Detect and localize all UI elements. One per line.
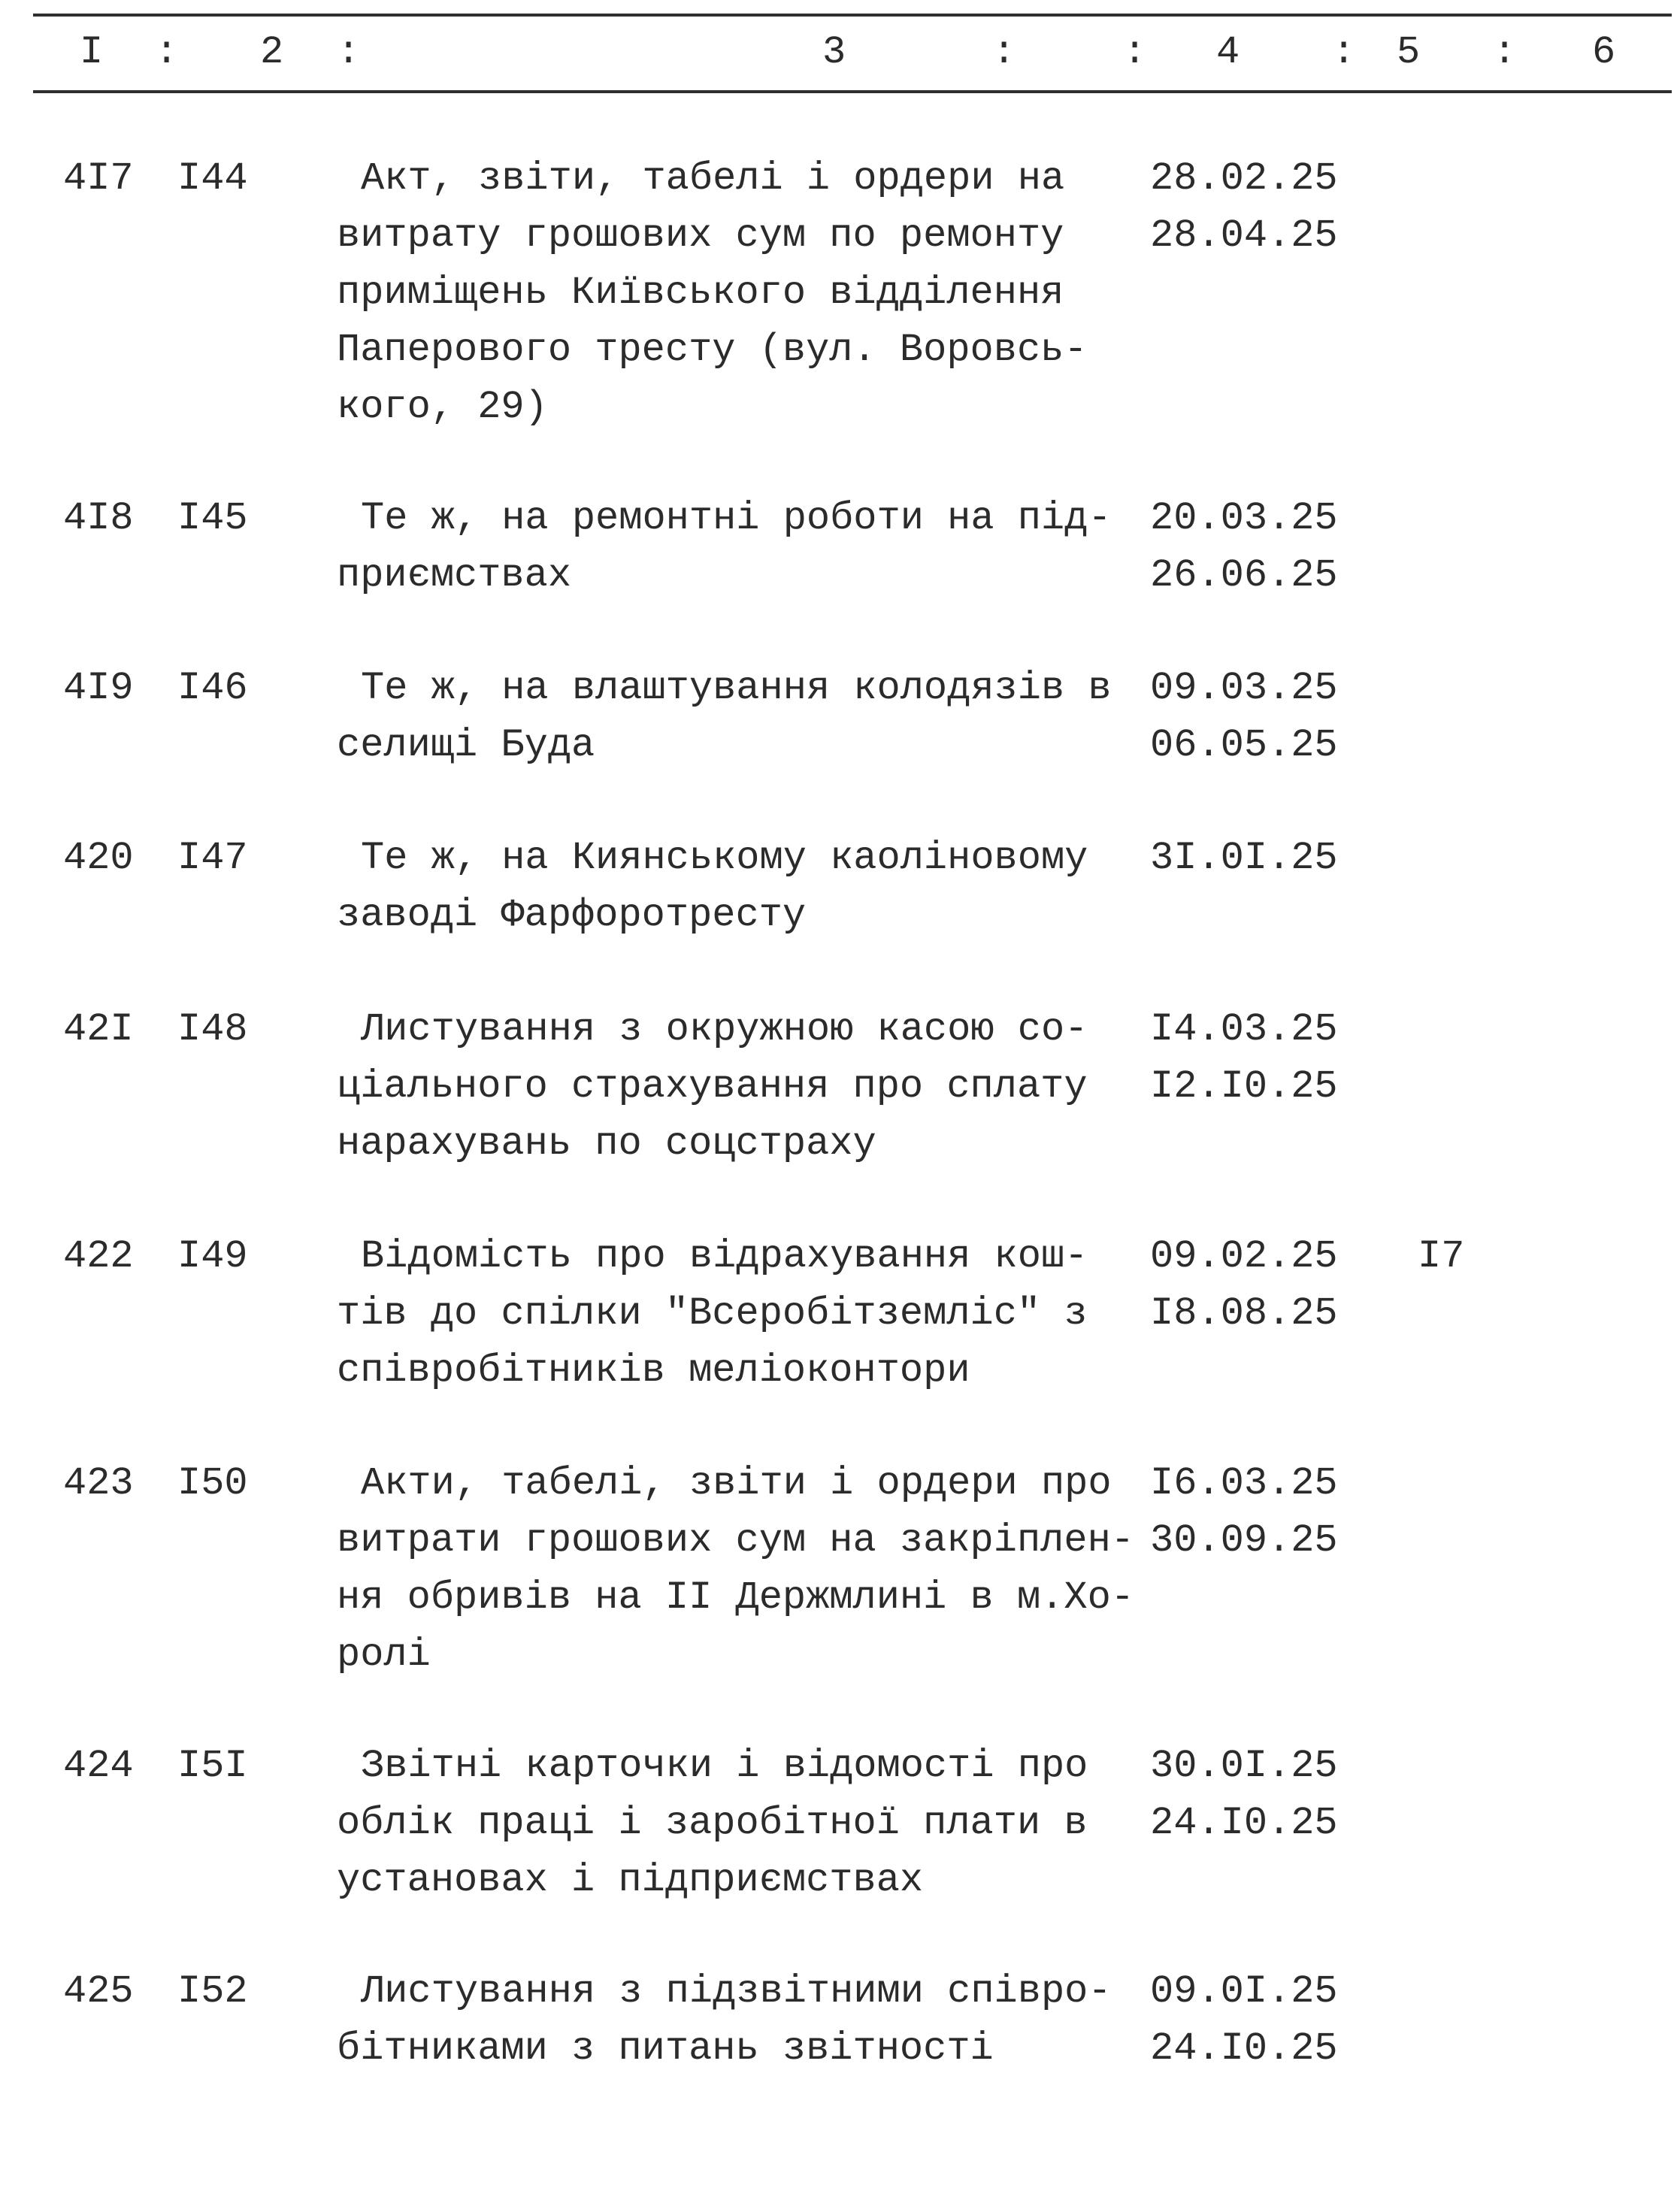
file-title [337, 830, 1088, 944]
title-line: Листування з підзвітними співро- [361, 1969, 1112, 2014]
header-top-rule [33, 14, 1672, 17]
title-line: приміщень Київського відділення [337, 271, 1064, 315]
header-sep: : [1123, 30, 1147, 74]
start-date: 09.02.25 [1150, 1234, 1338, 1279]
start-date: 09.03.25 [1150, 666, 1338, 710]
date-range [1150, 490, 1338, 604]
end-date: 30.09.25 [1150, 1518, 1338, 1563]
date-range [1150, 150, 1338, 265]
title-line: ня обривів на II Держмлині в м.Хо- [337, 1575, 1134, 1620]
title-line: заводі Фарфоротресту [337, 893, 807, 937]
record-number: 423 [63, 1461, 134, 1506]
file-title [337, 1228, 1088, 1400]
file-number: I49 [177, 1234, 248, 1279]
title-line: Акт, звіти, табелі і ордери на [361, 156, 1065, 201]
title-line: витрату грошових сум по ремонту [337, 213, 1064, 258]
file-number: I48 [177, 1007, 248, 1052]
date-range [1150, 830, 1338, 887]
record-number: 42I [63, 1007, 134, 1052]
record-number: 4I9 [63, 666, 134, 710]
start-date: 30.0I.25 [1150, 1744, 1338, 1788]
title-line: співробітників меліоконтори [337, 1348, 970, 1393]
start-date: 09.0I.25 [1150, 1969, 1338, 2014]
start-date: I6.03.25 [1150, 1461, 1338, 1506]
header-col-2: 2 [260, 30, 284, 74]
record-number: 4I7 [63, 156, 134, 201]
file-title [337, 1455, 1134, 1684]
title-line: селищі Буда [337, 723, 595, 767]
end-date: 24.I0.25 [1150, 2026, 1338, 2071]
file-title [337, 150, 1088, 436]
end-date: I2.I0.25 [1150, 1064, 1338, 1109]
header-sep: : [337, 30, 361, 74]
header-sep: : [1493, 30, 1517, 74]
header-sep: : [1332, 30, 1356, 74]
title-line: установах і підприємствах [337, 1858, 924, 1902]
title-line: Відомість про відрахування кош- [361, 1234, 1088, 1279]
title-line: бітниками з питань звітності [337, 2026, 994, 2071]
title-line: кого, 29) [337, 385, 548, 429]
header-col-3: 3 [822, 30, 846, 74]
header-col-6: 6 [1592, 30, 1616, 74]
record-number: 422 [63, 1234, 134, 1279]
title-line: ролі [337, 1633, 431, 1677]
file-title [337, 660, 1112, 774]
file-number: I44 [177, 156, 248, 201]
header-col-4: 4 [1216, 30, 1240, 74]
start-date: 28.02.25 [1150, 156, 1338, 201]
title-line: Паперового тресту (вул. Воровсь- [337, 328, 1088, 372]
date-range [1150, 1001, 1338, 1115]
end-date: 28.04.25 [1150, 213, 1338, 258]
title-line: приємствах [337, 553, 572, 598]
file-number: I5I [177, 1744, 248, 1788]
title-line: Те ж, на ремонтні роботи на під- [361, 496, 1112, 540]
file-title [337, 490, 1112, 604]
title-line: ціального страхування про сплату [337, 1064, 1088, 1109]
date-range [1150, 1455, 1338, 1569]
title-line: облік праці і заробітної плати в [337, 1801, 1088, 1845]
title-line: Те ж, на Киянському каоліновому [361, 836, 1088, 880]
start-date: 3I.0I.25 [1150, 836, 1338, 880]
end-date: 24.I0.25 [1150, 1801, 1338, 1845]
end-date: 26.06.25 [1150, 553, 1338, 598]
file-number: I46 [177, 666, 248, 710]
page-count: I7 [1418, 1234, 1465, 1279]
header-col-1: I [80, 30, 104, 74]
record-number: 420 [63, 836, 134, 880]
header-col-5: 5 [1397, 30, 1421, 74]
title-line: тів до спілки "Всеробітземліс" з [337, 1291, 1088, 1336]
record-number: 4I8 [63, 496, 134, 540]
file-title [337, 1001, 1088, 1173]
date-range [1150, 660, 1338, 774]
start-date: 20.03.25 [1150, 496, 1338, 540]
file-number: I45 [177, 496, 248, 540]
record-number: 425 [63, 1969, 134, 2014]
header-bottom-rule [33, 90, 1672, 93]
title-line: нарахувань по соцстраху [337, 1121, 876, 1166]
end-date: I8.08.25 [1150, 1291, 1338, 1336]
record-number: 424 [63, 1744, 134, 1788]
end-date: 06.05.25 [1150, 723, 1338, 767]
file-number: I50 [177, 1461, 248, 1506]
title-line: Акти, табелі, звіти і ордери про [361, 1461, 1112, 1506]
header-sep: : [992, 30, 1016, 74]
title-line: Те ж, на влаштування колодязів в [361, 666, 1112, 710]
file-number: I52 [177, 1969, 248, 2014]
date-range [1150, 1738, 1338, 1852]
header-sep: : [155, 30, 179, 74]
file-title [337, 1963, 1112, 2078]
title-line: витрати грошових сум на закріплен- [337, 1518, 1134, 1563]
start-date: I4.03.25 [1150, 1007, 1338, 1052]
date-range [1150, 1963, 1338, 2078]
date-range [1150, 1228, 1338, 1342]
file-number: I47 [177, 836, 248, 880]
title-line: Листування з окружною касою со- [361, 1007, 1088, 1052]
file-title [337, 1738, 1088, 1909]
title-line: Звітні карточки і відомості про [361, 1744, 1088, 1788]
